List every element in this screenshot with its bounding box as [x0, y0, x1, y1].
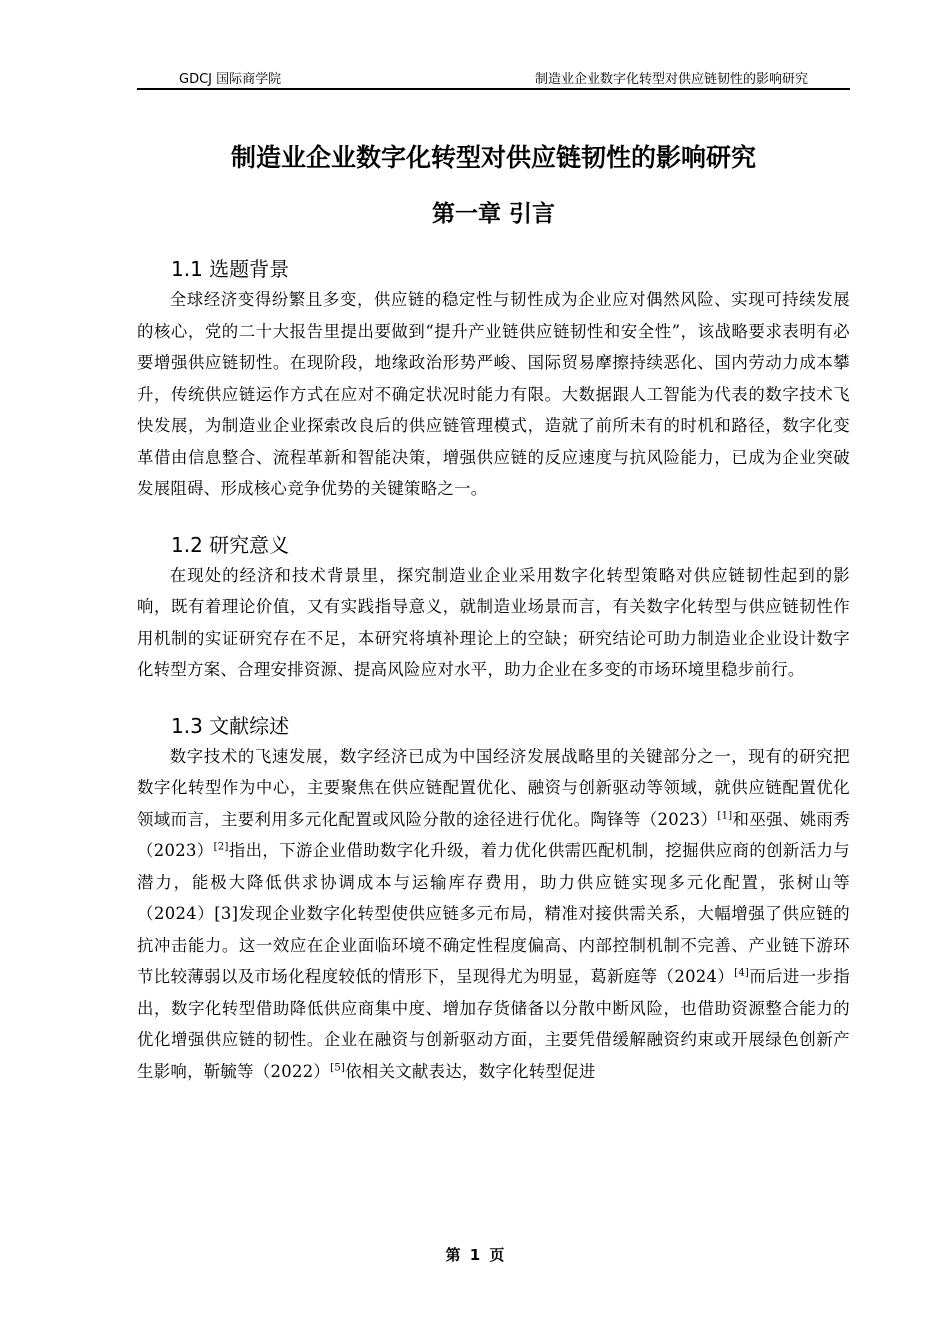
citation-ref-2: [2] [213, 841, 229, 853]
page-header [137, 62, 850, 90]
header-paper-title: 制造业企业数字化转型对供应链韧性的影响研究 [534, 72, 808, 87]
section-heading-literature: 1.3 文献综述 [171, 713, 290, 738]
citation-ref-5: [5] [330, 1062, 346, 1074]
section-heading-background: 1.1 选题背景 [171, 257, 290, 281]
paragraph-literature [137, 741, 850, 1088]
document-title: 制造业企业数字化转型对供应链韧性的影响研究 [230, 143, 756, 172]
header-institution: GDCJ 国际商学院 [179, 72, 282, 87]
literature-text-a: 数字技术的飞速发展，数字经济已成为中国经济发展战略里的关键部分之一，现有的研究把数字化转型作为中心，主要聚焦在供应链配置优化、融资与创新驱动等领域，就供应链配置优化领域而言，主要利用多元化配置或风险分散的途径进行优化。陶锋等（2023） [137, 746, 850, 829]
citation-ref-4: [4] [734, 967, 750, 979]
citation-ref-1: [1] [717, 810, 733, 822]
literature-text-c: 指出，下游企业借助数字化升级，着力优化供需匹配机制，挖掘供应商的创新活力与潜力，能极大降低供求协调成本与运输库存费用，助力供应链实现多元化配置，张树山等（2024）[3]发现企业数字化转型使供应链多元布局，精准对接供需关系，大幅增强了供应链的抗冲击能力。这一效应在企业面临环境不确定性程度偏高、内部控制机制不完善、产业链下游环节比较薄弱以及市场化程度较低的情形下，呈现得尤为明显，葛新庭等（2024） [137, 841, 850, 986]
section-heading-significance: 1.2 研究意义 [171, 532, 290, 557]
literature-text-d: 而后进一步指出，数字化转型借助降低供应商集中度、增加存货储备以分散中断风险，也借助资源整合能力的优化增强供应链的韧性。企业在融资与创新驱动方面，主要凭借缓解融资约束或开展绿色创新产生影响，靳毓等（2022） [137, 967, 850, 1081]
literature-text-e: 依相关文献表达，数字化转型促进 [345, 1061, 596, 1081]
paragraph-significance: 在现处的经济和技术背景里，探究制造业企业采用数字化转型策略对供应链韧性起到的影响，既有着理论价值，又有实践指导意义，就制造业场景而言，有关数字化转型与供应链韧性作用机制的实证研究存在不足，本研究将填补理论上的空缺；研究结论可助力制造业企业设计数字化转型方案、合理安排资源、提高风险应对水平，助力企业在多变的市场环境里稳步前行。 [137, 565, 850, 679]
page-body [137, 136, 850, 1087]
paragraph-background: 全球经济变得纷繁且多变，供应链的稳定性与韧性成为企业应对偶然风险、实现可持续发展的核心，党的二十大报告里提出要做到“提升产业链供应链韧性和安全性”，该战略要求表明有必要增强供应链韧性。在现阶段，地缘政治形势严峻、国际贸易摩擦持续恶化、国内劳动力成本攀升，传统供应链运作方式在应对不确定状况时能力有限。大数据跟人工智能为代表的数字技术飞快发展，为制造业企业探索改良后的供应链管理模式，造就了前所未有的时机和路径，数字化变革借由信息整合、流程革新和智能决策，增强供应链的反应速度与抗风险能力，已成为企业突破发展阻碍、形成核心竞争优势的关键策略之一。 [137, 290, 850, 498]
chapter-title: 第一章 引言 [431, 201, 555, 227]
literature-text-b: 和巫强、姚雨秀（2023） [137, 809, 850, 860]
page-number: 第 1 页 [445, 1246, 505, 1264]
